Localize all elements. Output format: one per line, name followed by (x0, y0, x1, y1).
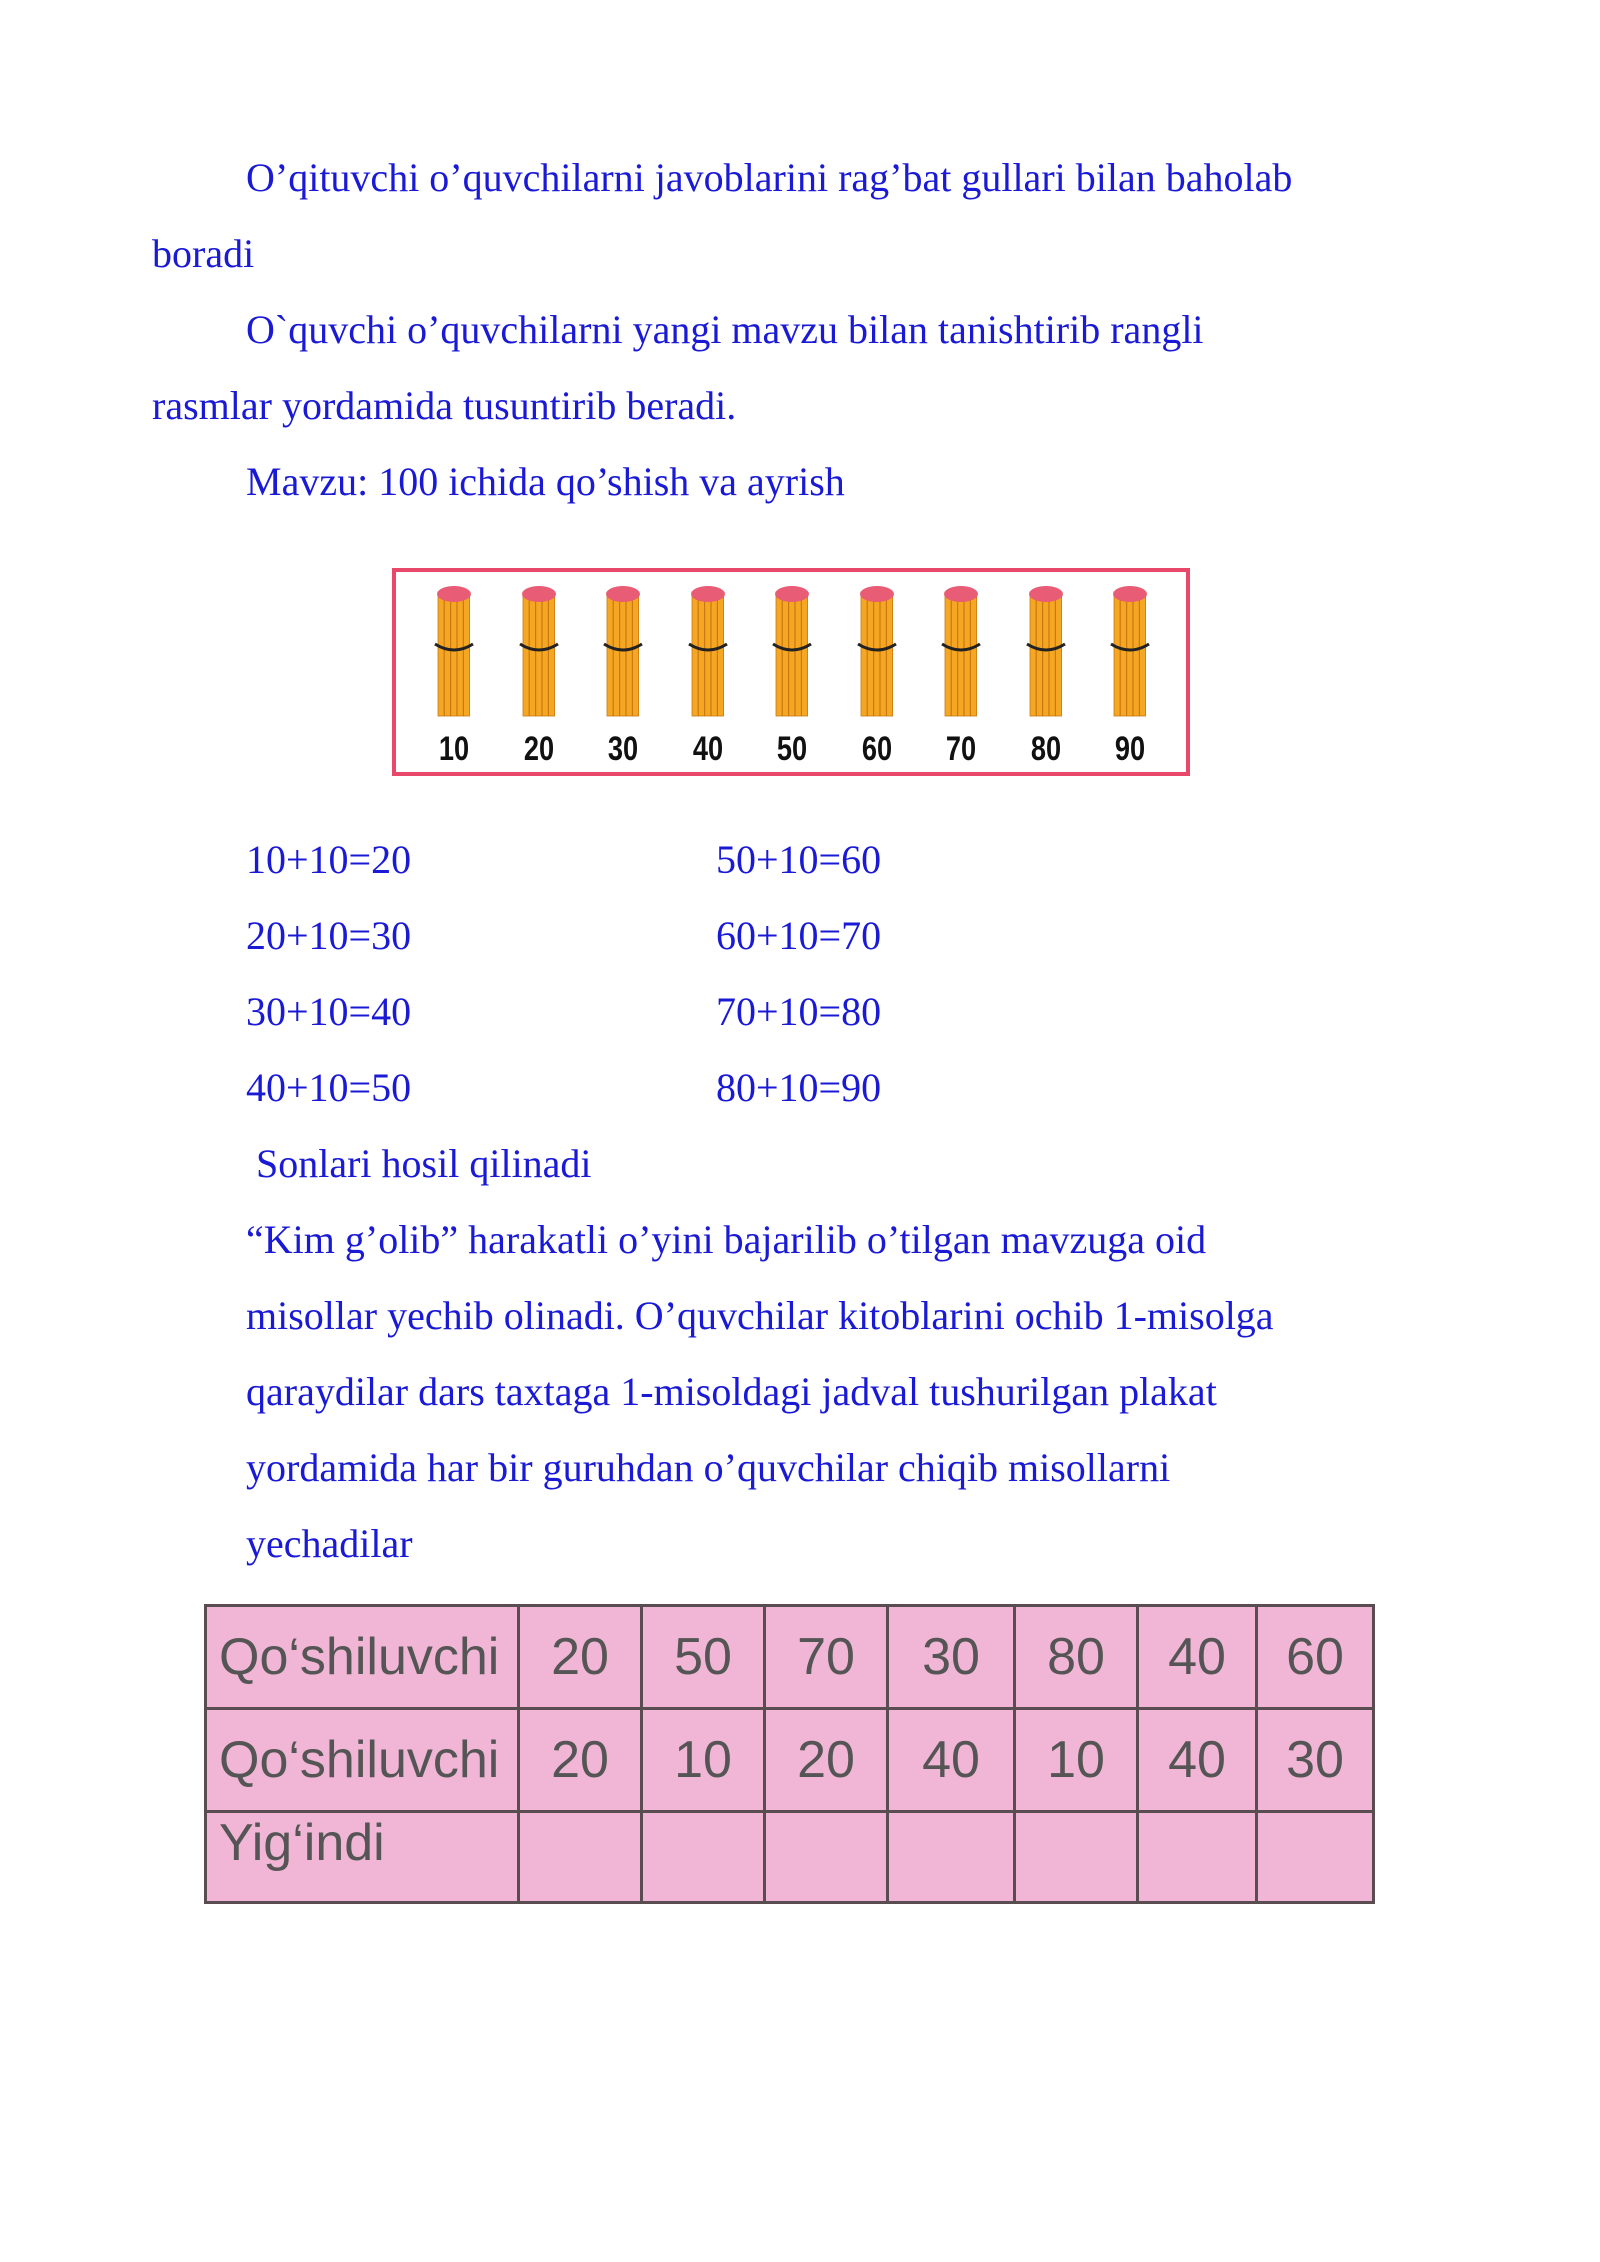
stick-bundle (855, 582, 899, 768)
table-cell-empty (888, 1812, 1015, 1903)
stick-bundle (1108, 582, 1152, 768)
paragraph-line: boradi (152, 231, 255, 276)
table-cell: 30 (888, 1606, 1015, 1709)
bundle-label: 70 (945, 730, 977, 768)
table-cell: 40 (1138, 1606, 1257, 1709)
stick-bundle (686, 582, 730, 768)
paragraph-line: misollar yechib olinadi. O’quvchilar kitoblarini ochib 1-misolga (246, 1293, 1274, 1338)
table-row (206, 1709, 1374, 1812)
equation-right-3: 70+10=80 (716, 989, 882, 1034)
paragraph-line: yechadilar (246, 1521, 413, 1566)
table-cell: 10 (1015, 1709, 1138, 1812)
table-cell: 20 (519, 1606, 642, 1709)
sticks-icon (1108, 582, 1152, 722)
row-header: Yig‘indi (206, 1812, 519, 1903)
bundle-label: 40 (692, 730, 723, 768)
sticks-icon (855, 582, 899, 722)
table-cell: 40 (1138, 1709, 1257, 1812)
paragraph-line: O`quvchi o’quvchilarni yangi mavzu bilan tanishtirib rangli (246, 307, 1204, 352)
table-row (206, 1606, 1374, 1709)
table-cell: 70 (765, 1606, 888, 1709)
stick-bundle (1024, 582, 1068, 768)
table-cell: 60 (1257, 1606, 1374, 1709)
table-row (206, 1812, 1374, 1903)
equation-right-1: 50+10=60 (716, 837, 882, 882)
stick-bundle (770, 582, 814, 768)
addition-table (204, 1604, 1372, 1896)
equation-left-2: 20+10=30 (246, 913, 412, 958)
table-cell-empty (1257, 1812, 1374, 1903)
stick-bundles-figure (392, 568, 1190, 776)
table-cell: 30 (1257, 1709, 1374, 1812)
bundle-label: 30 (607, 730, 639, 768)
topic-title: Mavzu: 100 ichida qo’shish va ayrish (246, 459, 845, 504)
table-cell: 20 (519, 1709, 642, 1812)
table-cell: 20 (765, 1709, 888, 1812)
paragraph-line: “Kim g’olib” harakatli o’yini bajarilib o’tilgan mavzuga oid (246, 1217, 1207, 1262)
result-text: Sonlari hosil qilinadi (256, 1141, 592, 1186)
bundle-label: 80 (1030, 730, 1061, 768)
table-cell: 50 (642, 1606, 765, 1709)
row-header: Qo‘shiluvchi (206, 1606, 519, 1709)
table-cell-empty (642, 1812, 765, 1903)
equation-right-2: 60+10=70 (716, 913, 882, 958)
paragraph-line: O’qituvchi o’quvchilarni javoblarini rag’bat gullari bilan baholab (246, 155, 1293, 200)
sticks-icon (770, 582, 814, 722)
paragraph-line: yordamida har bir guruhdan o’quvchilar chiqib misollarni (246, 1445, 1171, 1490)
sticks-icon (432, 582, 476, 722)
sticks-icon (686, 582, 730, 722)
equation-left-1: 10+10=20 (246, 837, 412, 882)
bundle-label: 10 (438, 730, 470, 768)
bundle-label: 20 (523, 730, 554, 768)
table-cell: 10 (642, 1709, 765, 1812)
table-cell-empty (765, 1812, 888, 1903)
table-cell-empty (1015, 1812, 1138, 1903)
stick-bundle (432, 582, 476, 768)
stick-bundle (517, 582, 561, 768)
sticks-icon (517, 582, 561, 722)
equation-left-4: 40+10=50 (246, 1065, 412, 1110)
table-cell-empty (519, 1812, 642, 1903)
stick-bundle (601, 582, 645, 768)
equation-right-4: 80+10=90 (716, 1065, 882, 1110)
equation-left-3: 30+10=40 (246, 989, 412, 1034)
paragraph-line: rasmlar yordamida tusuntirib beradi. (152, 383, 737, 428)
bundle-label: 90 (1114, 730, 1146, 768)
row-header: Qo‘shiluvchi (206, 1709, 519, 1812)
sticks-icon (1024, 582, 1068, 722)
table-cell: 80 (1015, 1606, 1138, 1709)
bundle-label: 60 (861, 730, 892, 768)
table-cell: 40 (888, 1709, 1015, 1812)
stick-bundle (939, 582, 983, 768)
sticks-icon (601, 582, 645, 722)
paragraph-line: qaraydilar dars taxtaga 1-misoldagi jadval tushurilgan plakat (246, 1369, 1217, 1414)
bundle-label: 50 (776, 730, 808, 768)
table-cell-empty (1138, 1812, 1257, 1903)
sticks-icon (939, 582, 983, 722)
